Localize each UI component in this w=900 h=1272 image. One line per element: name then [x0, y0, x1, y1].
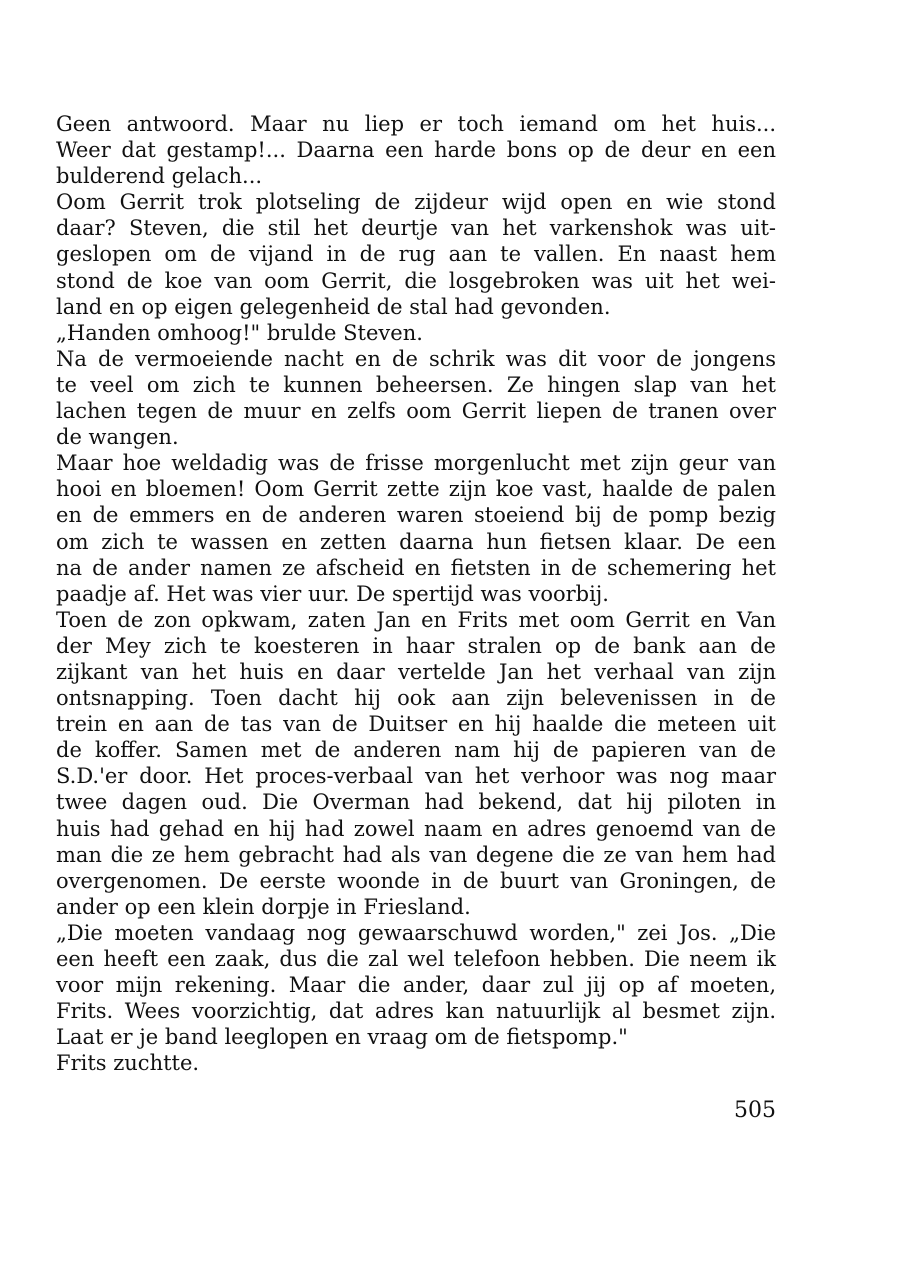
body-text	[56, 111, 776, 1076]
text-line: der Mey zich te koesteren in haar stralen op de bank aan de	[56, 633, 776, 658]
text-line: Geen antwoord. Maar nu liep er toch iemand om het huis...	[56, 112, 776, 136]
text-line: Laat er je band leeglopen en vraag om de fietspomp."	[56, 1025, 628, 1050]
text-line: een heeft een zaak, dus die zal wel telefoon hebben. Die neem ik	[56, 947, 776, 971]
text-line: paadje af. Het was vier uur. De spertijd was voorbij.	[56, 581, 609, 606]
text-line: Na de vermoeiende nacht en de schrik was dit voor de jongens	[56, 346, 776, 371]
text-line: „Handen omhoog!" brulde Steven.	[56, 320, 423, 345]
text-line: Toen de zon opkwam, zaten Jan en Frits met oom Gerrit en Van	[56, 607, 776, 632]
text-line: bulderend gelach...	[56, 164, 263, 189]
text-line: de wangen.	[56, 425, 179, 450]
text-line: te veel om zich te kunnen beheersen. Ze hingen slap van het	[56, 372, 776, 397]
text-line: de koffer. Samen met de anderen nam hij de papieren van de	[56, 738, 776, 763]
text-line: om zich te wassen en zetten daarna hun fietsen klaar. De een	[56, 529, 776, 554]
text-line: man die ze hem gebracht had als van degene die ze van hem had	[56, 842, 776, 867]
text-line: stond de koe van oom Gerrit, die losgebroken was uit het wei-	[56, 268, 776, 293]
page-number: 505	[734, 1098, 776, 1123]
text-line: na de ander namen ze afscheid en fietsten in de schemering het	[56, 555, 776, 580]
text-line: land en op eigen gelegenheid de stal had gevonden.	[56, 294, 611, 319]
text-line: Frits zuchtte.	[56, 1051, 200, 1076]
text-line: geslopen om de vijand in de rug aan te vallen. En naast hem	[56, 242, 776, 267]
text-line: voor mijn rekening. Maar die ander, daar zul jij op af moeten,	[56, 973, 776, 998]
text-line: overgenomen. De eerste woonde in de buurt van Groningen, de	[56, 868, 776, 893]
text-line: ander op een klein dorpje in Friesland.	[56, 894, 471, 919]
text-line: lachen tegen de muur en zelfs oom Gerrit liepen de tranen over	[56, 399, 776, 424]
text-line: Weer dat gestamp!... Daarna een harde bons op de deur en een	[56, 138, 776, 163]
text-line: zijkant van het huis en daar vertelde Jan het verhaal van zijn	[56, 659, 776, 684]
text-line: trein en aan de tas van de Duitser en hij haalde die meteen uit	[56, 712, 776, 737]
text-line: huis had gehad en hij had zowel naam en adres genoemd van de	[56, 816, 776, 841]
text-line: S.D.'er door. Het proces-verbaal van het verhoor was nog maar	[56, 764, 776, 789]
text-line: „Die moeten vandaag nog gewaarschuwd worden," zei Jos. „Die	[56, 920, 776, 945]
text-line: hooi en bloemen! Oom Gerrit zette zijn koe vast, haalde de palen	[56, 477, 776, 502]
text-line: Maar hoe weldadig was de frisse morgenlucht met zijn geur van	[56, 451, 776, 476]
text-line: Oom Gerrit trok plotseling de zijdeur wijd open en wie stond	[56, 190, 776, 215]
text-line: ontsnapping. Toen dacht hij ook aan zijn belevenissen in de	[56, 686, 776, 711]
text-line: daar? Steven, die stil het deurtje van het varkenshok was uit-	[56, 216, 776, 241]
text-line: twee dagen oud. Die Overman had bekend, dat hij piloten in	[56, 790, 776, 815]
text-line: Frits. Wees voorzichtig, dat adres kan natuurlijk al besmet zijn.	[56, 999, 776, 1024]
text-line: en de emmers en de anderen waren stoeiend bij de pomp bezig	[56, 503, 776, 528]
